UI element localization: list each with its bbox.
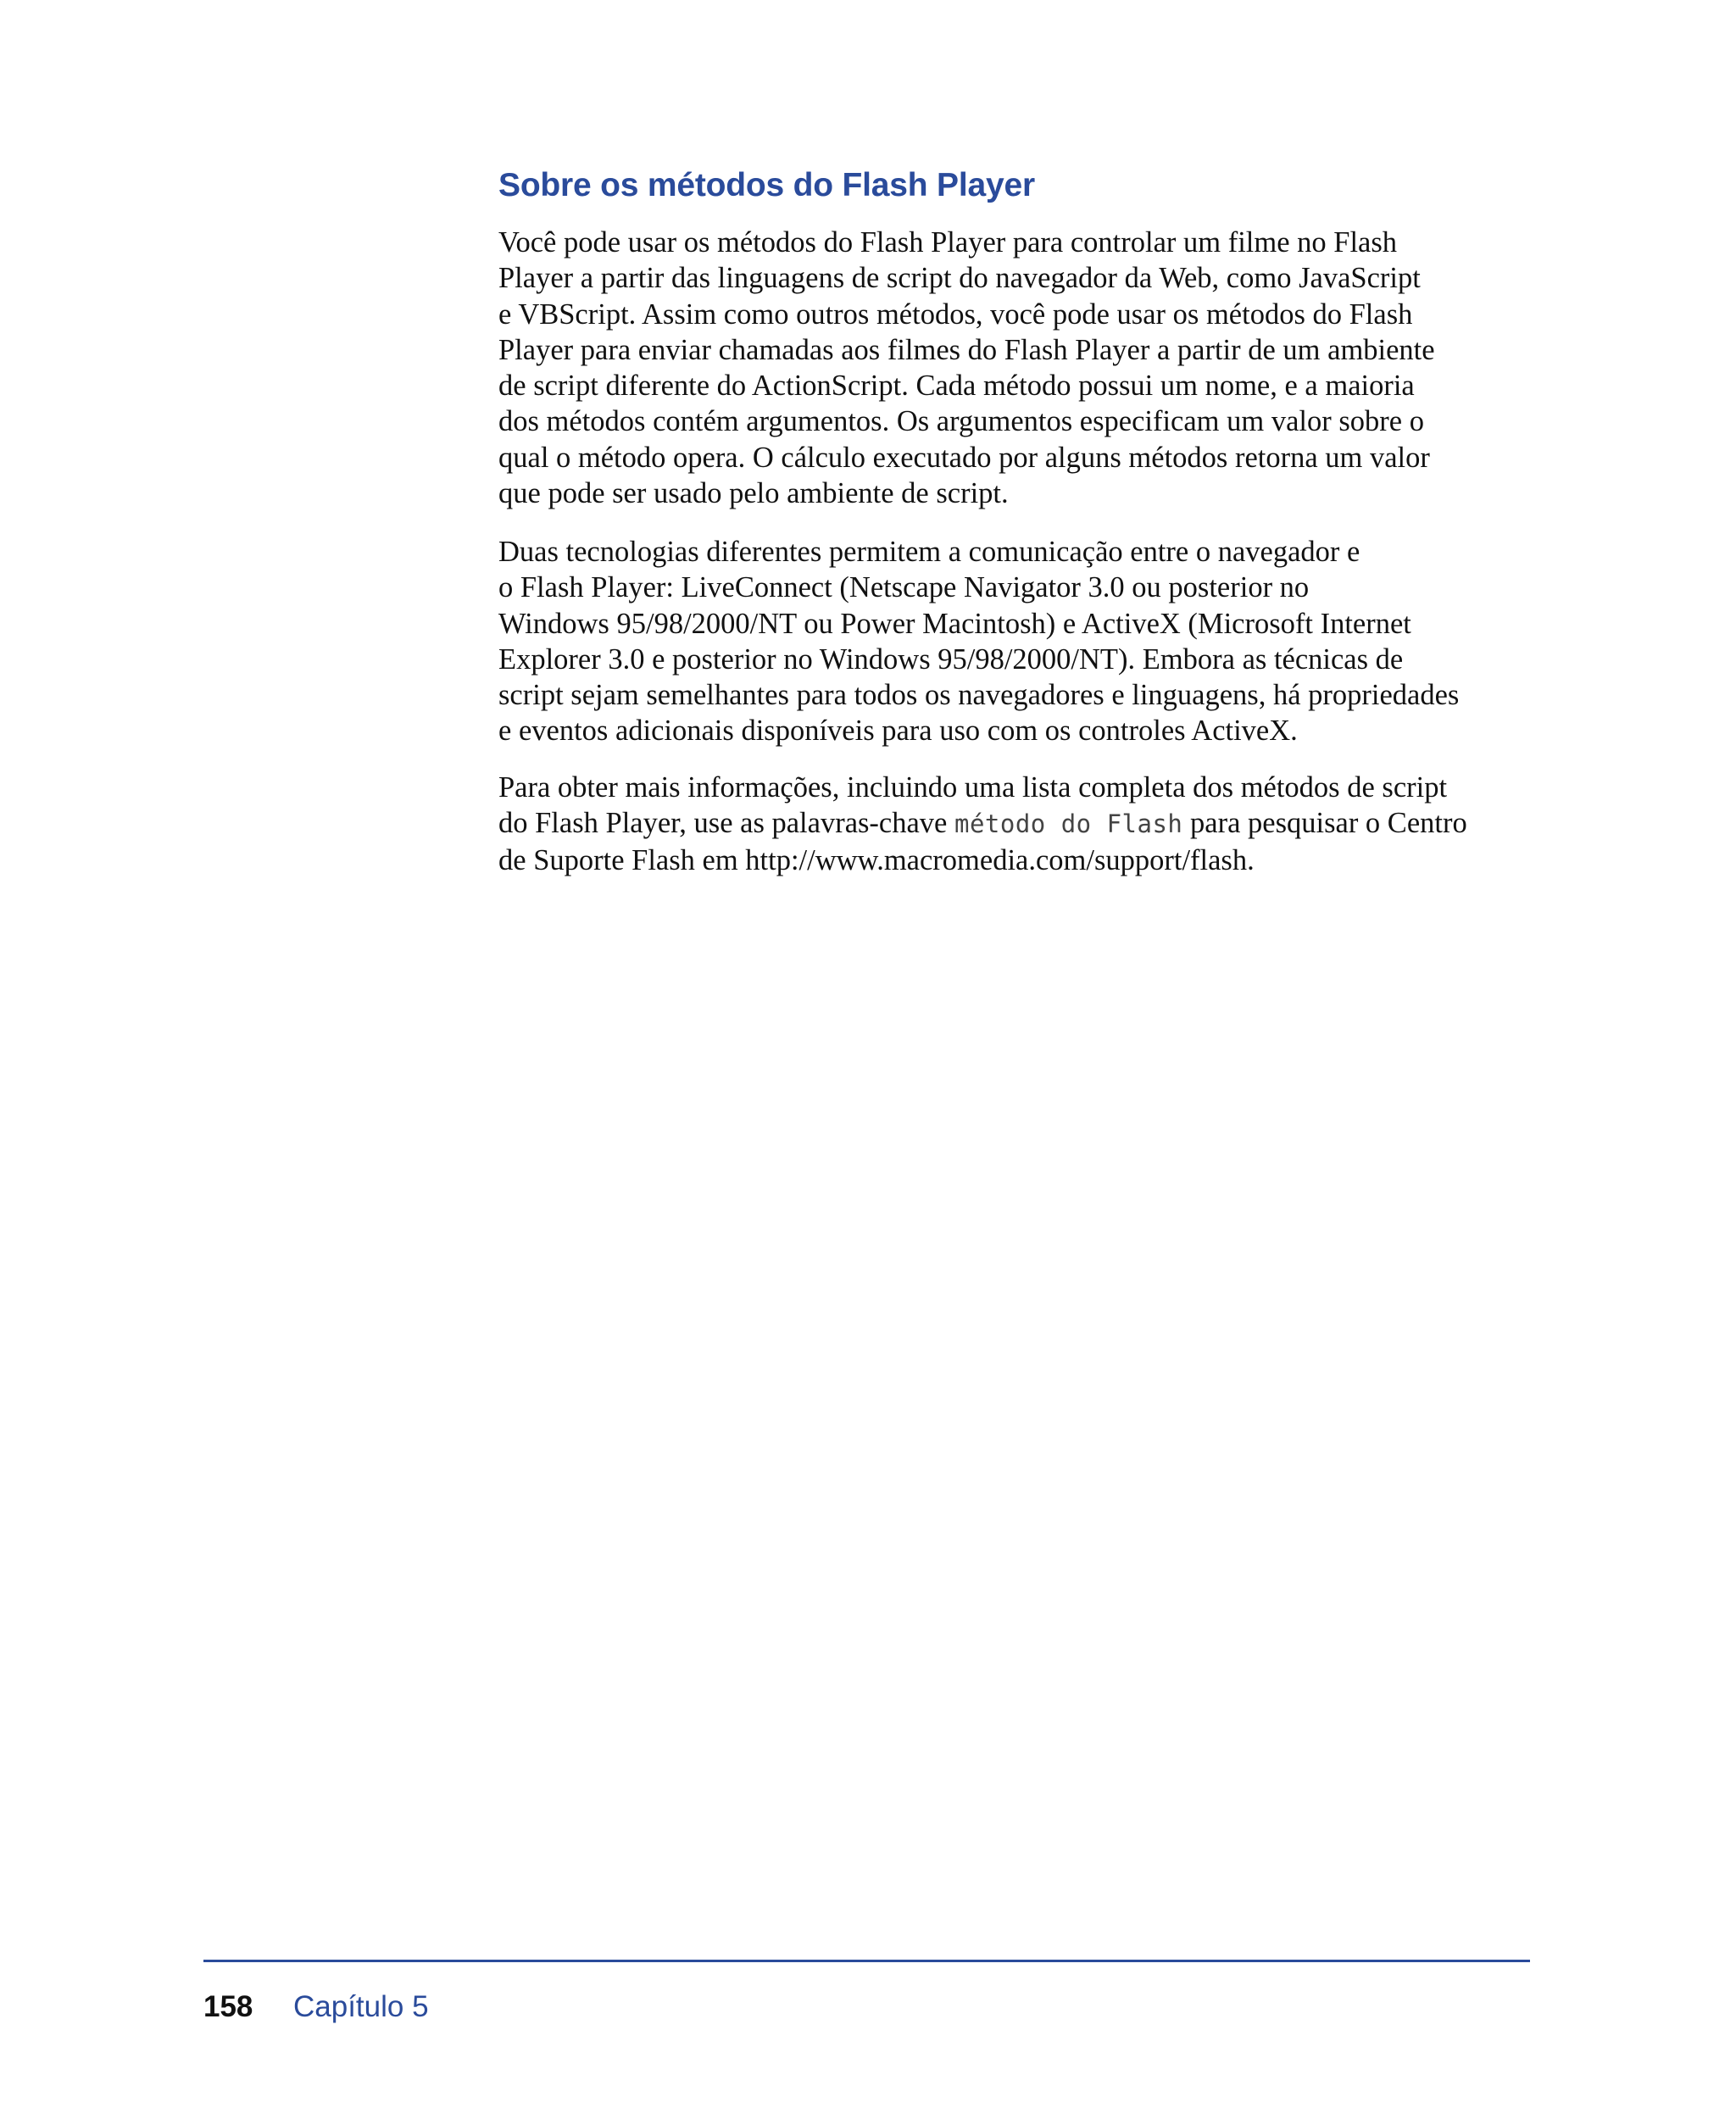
text-line: e eventos adicionais disponíveis para uso com os controles ActiveX. — [498, 715, 1298, 748]
text-line: Duas tecnologias diferentes permitem a comunicação entre o navegador e — [498, 536, 1360, 568]
text-line: dos métodos contém argumentos. Os argumentos especificam um valor sobre o — [498, 405, 1424, 438]
text-segment: para pesquisar o Centro — [1182, 807, 1467, 840]
text-line: Player a partir das linguagens de script do navegador da Web, como JavaScript — [498, 262, 1421, 295]
chapter-label: Capítulo 5 — [293, 1990, 429, 2023]
page-number: 158 — [203, 1990, 253, 2023]
text-line: de script diferente do ActionScript. Cada método possui um nome, e a maioria — [498, 370, 1415, 403]
paragraph-technologies — [498, 534, 1528, 749]
footer-divider — [203, 1960, 1530, 1962]
text-line: Você pode usar os métodos do Flash Player para controlar um filme no Flash — [498, 226, 1398, 259]
paragraph-flash-player-methods — [498, 225, 1528, 511]
text-line: Explorer 3.0 e posterior no Windows 95/98/2000/NT). Embora as técnicas de — [498, 642, 1404, 676]
paragraph-more-info — [498, 770, 1528, 878]
text-line: o Flash Player: LiveConnect (Netscape Navigator 3.0 ou posterior no — [498, 571, 1310, 604]
text-line: Player para enviar chamadas aos filmes do Flash Player a partir de um ambiente — [498, 333, 1435, 366]
section-heading: Sobre os métodos do Flash Player — [498, 167, 1035, 203]
code-keyword: método do Flash — [954, 809, 1183, 839]
text-line: de Suporte Flash em http://www.macromedia.com/support/flash. — [498, 843, 1255, 876]
text-line: script sejam semelhantes para todos os navegadores e linguagens, há propriedades — [498, 679, 1460, 712]
text-line: e VBScript. Assim como outros métodos, você pode usar os métodos do Flash — [498, 298, 1413, 331]
text-line: Para obter mais informações, incluindo uma lista completa dos métodos de script — [498, 771, 1448, 804]
text-line: que pode ser usado pelo ambiente de script. — [498, 477, 1009, 510]
text-line: Windows 95/98/2000/NT ou Power Macintosh) e ActiveX (Microsoft Internet — [498, 607, 1411, 640]
text-line — [498, 805, 1528, 842]
text-line: qual o método opera. O cálculo executado por alguns métodos retorna um valor — [498, 441, 1430, 474]
text-segment: do Flash Player, use as palavras-chave — [498, 807, 954, 840]
